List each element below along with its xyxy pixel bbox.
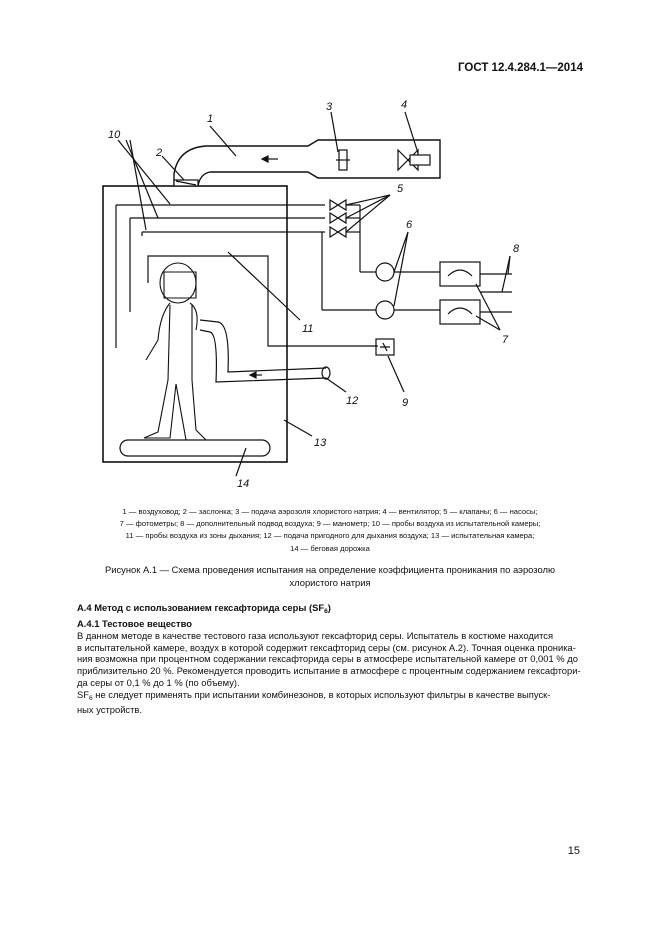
label-6: 6 [406, 219, 413, 231]
tester-in-suit [144, 263, 206, 440]
legend-line: 11 — пробы воздуха из зоны дыхания; 12 — подача пригодного для дыхания воздуха; 13 — испытательная камера; [125, 531, 535, 541]
legend-line: 14 — беговая дорожка [290, 543, 370, 553]
valve-1 [330, 200, 346, 210]
label-12: 12 [346, 395, 359, 407]
label-5: 5 [397, 183, 404, 195]
figure-caption [60, 564, 600, 589]
label-2: 2 [156, 147, 163, 159]
label-3: 3 [326, 101, 333, 113]
label-9: 9 [402, 397, 409, 409]
body-text [77, 630, 583, 716]
air-duct [174, 140, 440, 186]
legend-line: 1 — воздуховод; 2 — заслонка; 3 — подача аэрозоля хлористого натрия; 4 — вентилятор; 5 — клапаны; 6 — насосы; [122, 507, 538, 516]
para1-line: В данном методе в качестве тестового газа используют гексафторид серы. Испытатель в костюме находится [77, 630, 554, 641]
label-14: 14 [237, 478, 250, 490]
subsection-title: А.4.1 Тестовое вещество [77, 618, 192, 629]
para1-line: в испытательной камере, воздух в которой содержит гексафторид серы (см. рисунок А.2). Точная оценка проника- [77, 641, 576, 653]
label-10: 10 [108, 129, 121, 141]
label-13: 13 [314, 437, 327, 449]
figure-legend [60, 506, 600, 555]
label-7: 7 [502, 334, 509, 346]
photometer-1 [440, 262, 480, 286]
valve-3 [330, 227, 346, 237]
legend-line: 7 — фотометры; 8 — дополнительный подвод воздуха; 9 — манометр; 10 — пробы воздуха из испытательной камеры; [119, 519, 541, 529]
caption-line-2: хлористого натрия [289, 576, 371, 588]
valve-2 [330, 213, 346, 223]
label-4: 4 [401, 99, 408, 111]
photometer-2 [440, 300, 480, 324]
pump-1 [376, 263, 394, 281]
page-number: 15 [567, 845, 580, 857]
caption-line-1: Рисунок А.1 — Схема проведения испытания на определение коэффициента проникания по аэрозолю [105, 564, 555, 575]
para1-line: ния возможна при процентном содержании гексафторида серы в атмосфере испытательной камере от 0,001 % до [77, 653, 578, 665]
label-1: 1 [207, 113, 214, 125]
document-standard-header: ГОСТ 12.4.284.1—2014 [458, 62, 583, 74]
para2: $SF_6$ не следует применять при испытании комбинезонов, в которых используют фильтры в качестве выпуск- ных устройств. [77, 688, 551, 716]
para1-line: да серы от 0,1 % до 1 % (по объему). [77, 676, 240, 688]
label-11: 11 [302, 323, 314, 335]
pump-2 [376, 301, 394, 319]
section-title: А.4 Метод с использованием гексафторида серы $(SF_6)$ [77, 602, 331, 615]
label-8: 8 [513, 243, 520, 255]
para1-line: приблизительно 20 %. Рекомендуется проводить испытание в атмосфере с процентным содержанием гексафтори- [77, 665, 581, 677]
treadmill [120, 440, 270, 456]
